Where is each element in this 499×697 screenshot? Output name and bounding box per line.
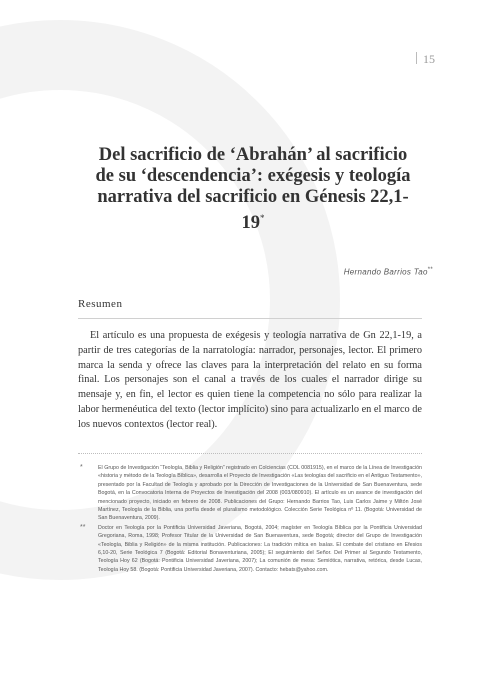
title-note-mark: * [260, 213, 265, 223]
author-name-text: Hernando Barrios Tao [343, 267, 428, 277]
page-number [416, 52, 435, 67]
footnote-item [78, 524, 422, 574]
footnote-text: El Grupo de Investigación “Teología, Biblia y Religión” registrado en Colciencias (COL 0081915), en el marco de la Línea de Investigación «historia y método de la Teología Bíblica», desarrolla el Proyecto de Investigación «Las teologías del sacrificio en el Antiguo Testamento», presentado por la Facultad de Teología y aprobado por la Dirección de Investigaciones de la Universidad de San Buenaventura, sede Bogotá, en la Convocatoria Interna de Proyectos de Investigación del 2008 (003/080910). El artículo es un avance de investigación del mencionado proyecto, iniciado en febrero de 2008. Publicaciones del Grupo: Hernando Barrios Tao, Luis Carlos Jaime y Miltón José Martínez, Teología de la Biblia, una porfía desde el pluralismo metodológico. Colección Serie Teológica nº 11. (Bogotá: Universidad de San Buenaventura, 2009). [98, 465, 422, 522]
footnote-item [78, 464, 422, 523]
article-title-text: Del sacrificio de ‘Abrahán’ al sacrificio de su ‘descendencia’: exégesis y teología narrativa del sacrificio en Génesis 22,1-19 [95, 145, 411, 234]
page-number-value: 15 [423, 52, 435, 66]
heading-rule [78, 318, 422, 319]
footnotes [78, 464, 422, 575]
page-number-divider [416, 52, 417, 64]
author-note-mark: ** [427, 267, 433, 273]
author-name [344, 267, 433, 277]
footnote-text: Doctor en Teología por la Pontificia Universidad Javeriana, Bogotá, 2004; magíster en Teología Bíblica por la Pontificia Universidad Gregoriana, Roma, 1998; Profesor Titular de la Universidad de San Buenaventura, sede Bogotá; director del Grupo de Investigación «Teología, Biblia y Religión» de la misma institución. Publicaciones: La tradición mítica en Isaías. El combate del cristiano en Efesios 6,10-20, Serie Teológica 7 (Bogotá: Editorial Bonaventuriana, 2005); El seguimiento del Señor. Del Primer al Segundo Testamento, Teología Hoy 62 (Bogotá: Pontificia Universidad Javeriana, 2007); La comunión de mesa: Semiótica, narrativa, retórica, desde Lucas, Teología Hoy 58. (Bogotá: Pontificia Universidad Javeriana, 2007). Contacto: hebats@yahoo.com. [98, 524, 422, 573]
abstract-text: El artículo es una propuesta de exégesis y teología narrativa de Gn 22,1-19, a partir de tres categorías de la narratología: narrador, personajes, lector. El primero marca la senda y ofrece las claves para la interpretación del relato en su forma final. Los personajes son el canal a través de los cuales el narrador dirige su mensaje y, en fin, el lector es quien tiene la competencia no sólo para realizar la labor hermenéutica del texto (lector implícito) sino para actualizarlo en el marco de los nuevos contextos (lector real). [78, 330, 422, 430]
footnote-separator [78, 453, 422, 454]
article-title [88, 145, 418, 234]
abstract-heading: Resumen [78, 298, 123, 310]
footnote-mark: ** [80, 523, 86, 531]
footnote-mark: * [80, 464, 83, 471]
